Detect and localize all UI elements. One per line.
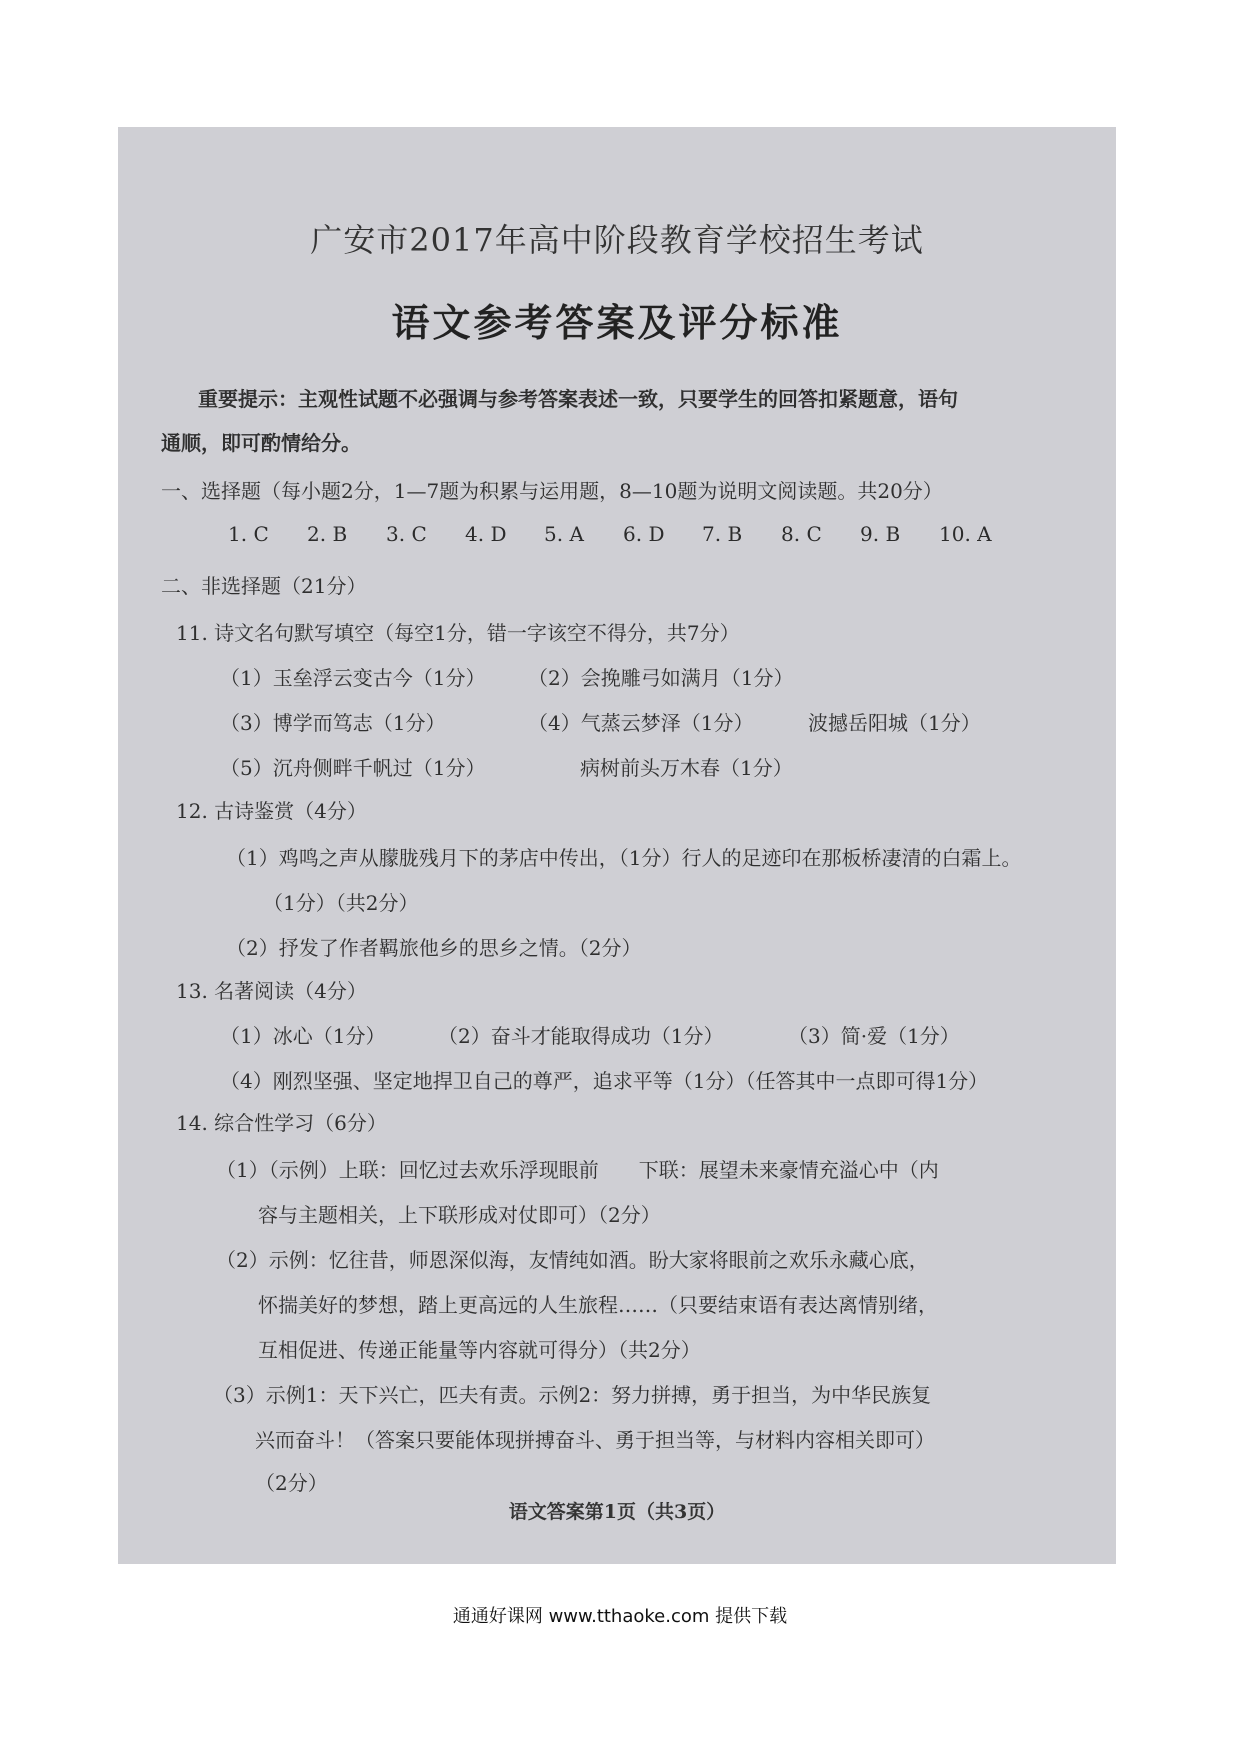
q13-answer-1: （1）冰心（1分） [220,1024,386,1048]
q11-answer-5: （5）沉舟侧畔千帆过（1分） [220,756,486,780]
scanned-answer-sheet [118,127,1116,1564]
q11-answer-5b: 病树前头万木春（1分） [580,756,793,780]
choice-answer: 1. C [228,522,269,546]
page-footer: 语文答案第1页（共3页） [508,1501,726,1523]
choice-answer: 8. C [781,522,822,546]
choice-answer: 6. D [623,522,665,546]
q14-answer-3-cont: （2分） [255,1471,328,1495]
notice-line-2: 通顺，即可酌情给分。 [161,431,361,455]
q14-answer-3-cont: 兴而奋斗！（答案只要能体现拼搏奋斗、勇于担当等，与材料内容相关即可） [255,1428,935,1452]
q11-heading: 11. 诗文名句默写填空（每空1分，错一字该空不得分，共7分） [176,621,740,645]
choice-answer: 9. B [860,522,901,546]
choice-answer: 2. B [307,522,348,546]
q13-answer-2: （2）奋斗才能取得成功（1分） [438,1024,724,1048]
choice-answer: 3. C [386,522,427,546]
q14-heading: 14. 综合性学习（6分） [176,1111,387,1135]
section-2-heading: 二、非选择题（21分） [161,574,367,598]
q13-answer-3: （3）简·爱（1分） [788,1024,960,1048]
choice-answer: 10. A [939,522,992,546]
q11-answer-2: （2）会挽雕弓如满月（1分） [528,666,794,690]
q11-answer-4b: 波撼岳阳城（1分） [808,711,981,735]
choice-answers [228,522,1018,546]
notice-line-1: 重要提示：主观性试题不必强调与参考答案表述一致，只要学生的回答扣紧题意，语句 [198,387,958,411]
choice-answer: 5. A [544,522,584,546]
q11-answer-1: （1）玉垒浮云变古今（1分） [220,666,486,690]
q12-answer-1-cont: （1分）（共2分） [263,891,419,915]
q12-answer-1: （1）鸡鸣之声从朦胧残月下的茅店中传出，（1分）行人的足迹印在那板桥凄清的白霜上。 [226,846,1022,870]
q14-answer-3: （3）示例1：天下兴亡，匹夫有责。示例2：努力拼搏，勇于担当，为中华民族复 [213,1383,932,1407]
page-subtitle: 语文参考答案及评分标准 [391,300,843,345]
q11-answer-3: （3）博学而笃志（1分） [220,711,446,735]
choice-answer: 4. D [465,522,507,546]
q13-heading: 13. 名著阅读（4分） [176,979,367,1003]
q14-answer-2-cont: 互相促进、传递正能量等内容就可得分）（共2分） [258,1338,701,1362]
q11-answer-4: （4）气蒸云梦泽（1分） [528,711,754,735]
q14-answer-1-cont: 容与主题相关，上下联形成对仗即可）（2分） [258,1203,661,1227]
q14-answer-1: （1）（示例）上联：回忆过去欢乐浮现眼前 下联：展望未来豪情充溢心中（内 [216,1158,939,1182]
exam-title: 广安市2017年高中阶段教育学校招生考试 [310,221,924,259]
q13-answer-4: （4）刚烈坚强、坚定地捍卫自己的尊严，追求平等（1分）（任答其中一点即可得1分） [220,1069,989,1093]
q14-answer-2-cont: 怀揣美好的梦想，踏上更高远的人生旅程……（只要结束语有表达离情别绪， [258,1293,938,1317]
q12-answer-2: （2）抒发了作者羁旅他乡的思乡之情。（2分） [226,936,642,960]
q12-heading: 12. 古诗鉴赏（4分） [176,799,367,823]
section-1-heading: 一、选择题（每小题2分，1—7题为积累与运用题，8—10题为说明文阅读题。共20分） [161,479,943,503]
q14-answer-2: （2）示例：忆往昔，师恩深似海，友情纯如酒。盼大家将眼前之欢乐永藏心底， [216,1248,929,1272]
download-credit: 通通好课网 www.tthaoke.com 提供下载 [452,1606,788,1627]
choice-answer: 7. B [702,522,743,546]
